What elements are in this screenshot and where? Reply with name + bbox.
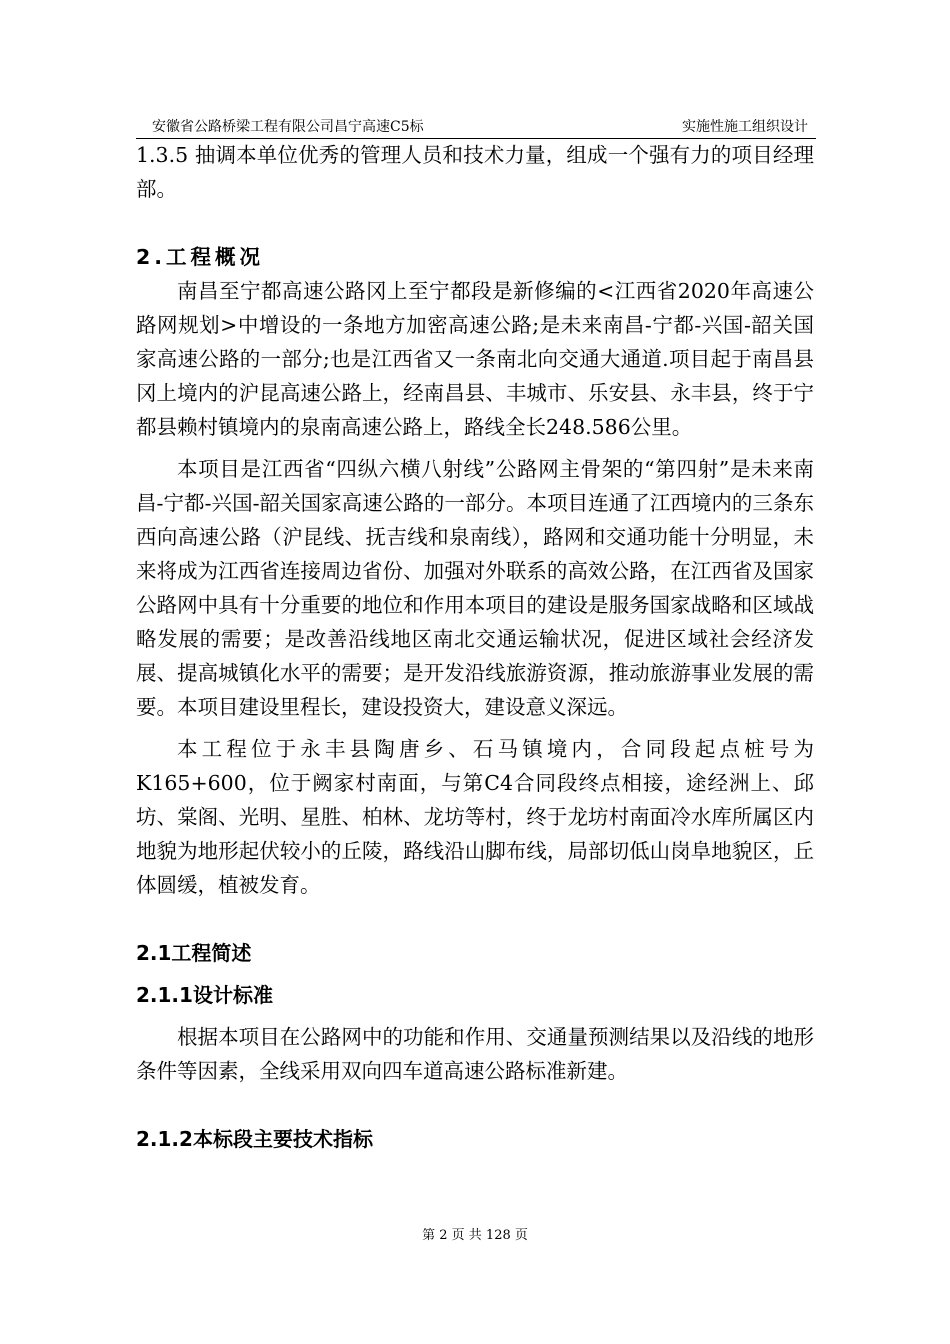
design-standard-paragraph: 根据本项目在公路网中的功能和作用、交通量预测结果以及沿线的地形条件等因素，全线采用双向四车道高速公路标准新建。: [136, 1025, 814, 1083]
spacer: [136, 902, 814, 936]
page-header: [136, 112, 816, 139]
spacer: [136, 1088, 814, 1122]
page-footer-number: 第 2 页 共 128 页: [422, 1228, 528, 1243]
header-company: 安徽省公路桥梁工程有限公司昌宁高速C5标: [152, 119, 424, 135]
intro-paragraph: 1.3.5 抽调本单位优秀的管理人员和技术力量，组成一个强有力的项目经理部。: [136, 143, 814, 201]
overview-paragraph-3: 本工程位于永丰县陶唐乡、石马镇境内，合同段起点桩号为K165+600，位于阙家村南面，与第C4合同段终点相接，途经洲上、邱坊、棠阁、光明、星胜、柏林、龙坊等村，终于龙坊村南面冷水库所属区内地貌为地形起伏较小的丘陵，路线沿山脚布线，局部切低山岗阜地貌区，丘体圆缓，植被发育。: [136, 737, 814, 897]
overview-paragraph-1: 南昌至宁都高速公路冈上至宁都段是新修编的<江西省2020年高速公路网规划>中增设的一条地方加密高速公路;是未来南昌-宁都-兴国-韶关国家高速公路的一部分;也是江西省又一条南北向交通大通道.项目起于南昌县冈上境内的沪昆高速公路上，经南昌县、丰城市、乐安县、永丰县，终于宁都县赖村镇境内的泉南高速公路上，路线全长248.586公里。: [136, 279, 814, 439]
section-heading-2-1-1: 2.1.1设计标准: [136, 983, 273, 1007]
spacer: [136, 444, 814, 452]
spacer: [136, 970, 814, 978]
section-heading-2-1: 2.1工程简述: [136, 941, 252, 965]
spacer: [136, 1012, 814, 1020]
section-heading-2-1-2: 2.1.2本标段主要技术指标: [136, 1127, 373, 1151]
page-content: [136, 138, 814, 1156]
section-heading-2: 2.工程概况: [136, 245, 265, 269]
spacer: [136, 724, 814, 732]
spacer: [136, 206, 814, 240]
overview-paragraph-2: 本项目是江西省“四纵六横八射线”公路网主骨架的“第四射”是未来南昌-宁都-兴国-韶关国家高速公路的一部分。本项目连通了江西境内的三条东西向高速公路（沪昆线、抚吉线和泉南线），路网和交通功能十分明显，未来将成为江西省连接周边省份、加强对外联系的高效公路，在江西省及国家公路网中具有十分重要的地位和作用本项目的建设是服务国家战略和区域战略发展的需要；是改善沿线地区南北交通运输状况，促进区域社会经济发展、提高城镇化水平的需要；是开发沿线旅游资源，推动旅游事业发展的需要。本项目建设里程长，建设投资大，建设意义深远。: [136, 457, 814, 719]
header-document-title: 实施性施工组织设计: [682, 119, 808, 135]
